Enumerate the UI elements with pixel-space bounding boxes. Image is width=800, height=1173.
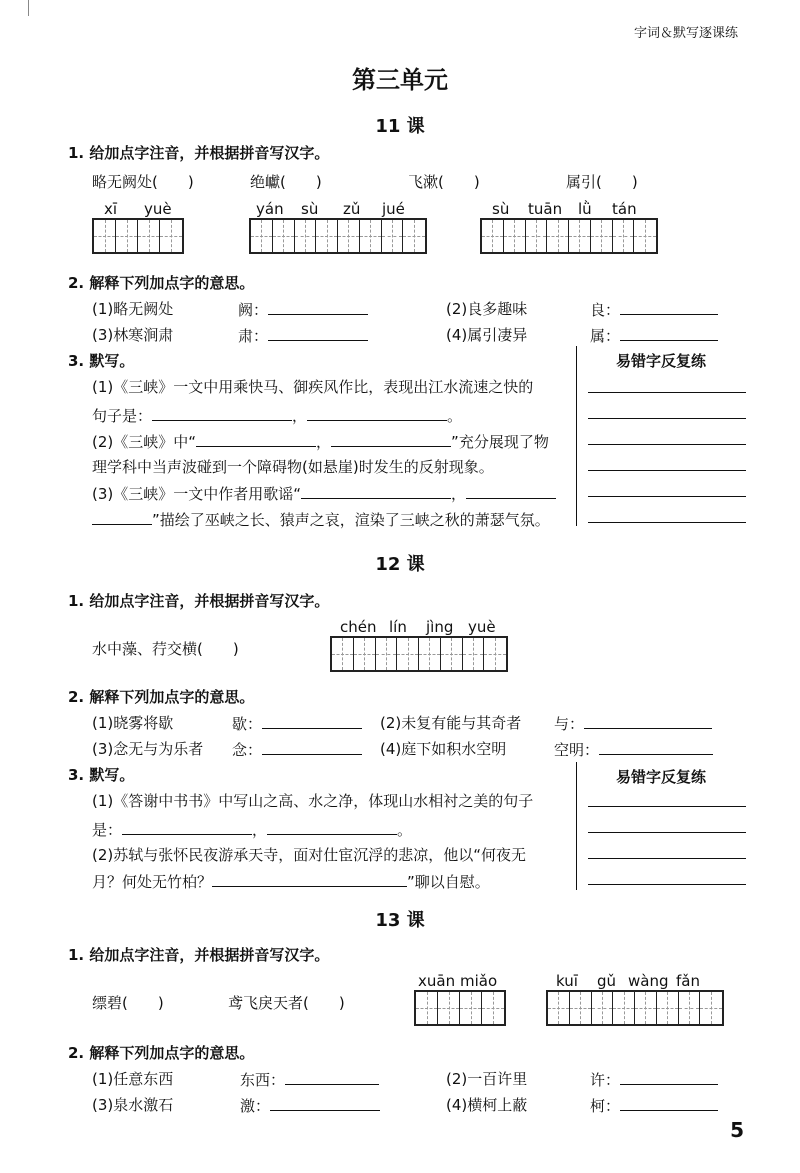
answer-blank[interactable] (267, 818, 397, 835)
review-line[interactable] (588, 444, 746, 445)
writing-grid[interactable] (414, 990, 506, 1026)
review-line[interactable] (588, 884, 746, 885)
writing-grid[interactable] (546, 990, 724, 1026)
item-char: 激： (240, 1097, 271, 1115)
item-num: (2) (446, 1070, 468, 1088)
review-line[interactable] (588, 470, 746, 471)
item-char: 肃： (238, 327, 269, 345)
pinyin: gǔ (597, 972, 617, 990)
answer-blank[interactable] (268, 298, 368, 315)
text: ”聊以自慰。 (407, 873, 490, 891)
pinyin: xī (104, 200, 118, 218)
review-title: 易错字反复练 (616, 768, 707, 786)
answer-blank[interactable] (92, 508, 152, 525)
answer-blank[interactable] (301, 482, 451, 499)
text: ， (316, 433, 332, 451)
text: 是： (92, 821, 123, 839)
l11-q1-label: 1. 给加点字注音，并根据拼音写汉字。 (68, 144, 330, 162)
pinyin: sù (492, 200, 510, 218)
item-num: (3) (92, 740, 114, 758)
page-header: 字词＆默写逐课练 (633, 26, 738, 41)
pinyin: miǎo (460, 972, 498, 990)
answer-blank[interactable] (268, 324, 368, 341)
l13-q2-label: 2. 解释下列加点字的意思。 (68, 1044, 255, 1062)
item-phrase: 属引凄异 (467, 326, 528, 344)
writing-grid[interactable] (92, 218, 184, 254)
l12-q3-label: 3. 默写。 (68, 766, 135, 784)
pinyin: yuè (468, 618, 496, 636)
pinyin: lǜ (578, 200, 592, 218)
answer-blank[interactable] (466, 482, 556, 499)
text: ”描绘了巫峡之长、猿声之哀，渲染了三峡之秋的萧瑟气氛。 (152, 511, 550, 529)
text: 。 (447, 407, 463, 425)
l12-q3-line1: (1)《答谢中书书》中写山之高、水之净，体现山水相衬之美的句子 (92, 792, 534, 810)
item-phrase: 横柯上蔽 (467, 1096, 528, 1114)
answer-blank[interactable] (584, 712, 712, 729)
answer-blank[interactable] (331, 430, 451, 447)
item-phrase: 念无与为乐者 (113, 740, 204, 758)
l11-q1-item1: 略无阙处( ) (92, 173, 194, 191)
answer-blank[interactable] (620, 324, 718, 341)
pinyin: xuān (418, 972, 456, 990)
text: ”充分展现了物 (451, 433, 549, 451)
lesson-12-title: 12 课 (375, 554, 425, 575)
item-num: (2) (446, 300, 468, 318)
answer-blank[interactable] (152, 404, 292, 421)
text: ， (451, 485, 467, 503)
item-phrase: 林寒涧肃 (113, 326, 174, 344)
review-line[interactable] (588, 832, 746, 833)
item-phrase: 一百许里 (467, 1070, 528, 1088)
l12-q1-item: 水中藻、荇交横( ) (92, 640, 239, 658)
review-divider (576, 762, 577, 890)
review-line[interactable] (588, 858, 746, 859)
writing-grid[interactable] (330, 636, 508, 672)
pinyin: jìng (426, 618, 454, 636)
pinyin: wàng (628, 972, 669, 990)
item-num: (4) (446, 1096, 468, 1114)
review-line[interactable] (588, 806, 746, 807)
pinyin: tuān (528, 200, 563, 218)
text: ， (252, 821, 268, 839)
item-num: (1) (92, 300, 114, 318)
lesson-11-title: 11 课 (375, 116, 425, 137)
item-num: (4) (380, 740, 402, 758)
item-char: 东西： (240, 1071, 286, 1089)
item-num: (3) (92, 326, 114, 344)
l13-q1-item1: 缥碧( ) (92, 994, 164, 1012)
item-num: (4) (446, 326, 468, 344)
lesson-13-title: 13 课 (375, 910, 425, 931)
pinyin: sù (301, 200, 319, 218)
review-line[interactable] (588, 392, 746, 393)
pinyin: tán (612, 200, 637, 218)
l12-q3-line3: (2)苏轼与张怀民夜游承天寺，面对仕宦沉浮的悲凉，他以“何夜无 (92, 846, 527, 864)
l11-q3-label: 3. 默写。 (68, 352, 135, 370)
pinyin: fǎn (676, 972, 700, 990)
item-char: 空明： (554, 741, 600, 759)
item-num: (1) (92, 1070, 114, 1088)
item-phrase: 晓雾将歇 (113, 714, 174, 732)
writing-grid[interactable] (249, 218, 427, 254)
text: ， (292, 407, 308, 425)
item-phrase: 良多趣味 (467, 300, 528, 318)
answer-blank[interactable] (285, 1068, 379, 1085)
page-number: 5 (730, 1118, 744, 1142)
item-phrase: 庭下如积水空明 (401, 740, 507, 758)
answer-blank[interactable] (262, 738, 362, 755)
pinyin: kuī (556, 972, 578, 990)
pinyin: lín (389, 618, 407, 636)
l11-q1-item4: 属引( ) (566, 173, 638, 191)
item-char: 与： (554, 715, 585, 733)
review-line[interactable] (588, 522, 746, 523)
item-char: 属： (590, 327, 621, 345)
writing-grid[interactable] (480, 218, 658, 254)
text: 月？何处无竹柏？ (92, 873, 213, 891)
pinyin: yuè (144, 200, 172, 218)
item-phrase: 泉水激石 (113, 1096, 174, 1114)
review-title: 易错字反复练 (616, 352, 707, 370)
l11-q3-line1: (1)《三峡》一文中用乘快马、御疾风作比，表现出江水流速之快的 (92, 378, 534, 396)
review-line[interactable] (588, 496, 746, 497)
item-char: 许： (590, 1071, 621, 1089)
l11-q2-label: 2. 解释下列加点字的意思。 (68, 274, 255, 292)
item-char: 念： (232, 741, 263, 759)
pinyin: jué (382, 200, 405, 218)
l13-q1-item2: 鸢飞戾天者( ) (228, 994, 345, 1012)
answer-blank[interactable] (262, 712, 362, 729)
page-edge-line (28, 0, 29, 16)
pinyin: yán (256, 200, 284, 218)
answer-blank[interactable] (270, 1094, 380, 1111)
text: 句子是： (92, 407, 153, 425)
answer-blank[interactable] (307, 404, 447, 421)
l11-q1-item3: 飞漱( ) (408, 173, 480, 191)
item-num: (2) (380, 714, 402, 732)
pinyin: chén (340, 618, 377, 636)
l11-q3-line4: 理学科中当声波碰到一个障碍物(如悬崖)时发生的反射现象。 (92, 458, 494, 476)
answer-blank[interactable] (620, 1094, 718, 1111)
answer-blank[interactable] (212, 870, 407, 887)
answer-blank[interactable] (620, 1068, 718, 1085)
text: (3)《三峡》一文中作者用歌谣“ (92, 485, 302, 503)
text: 。 (397, 821, 413, 839)
item-char: 良： (590, 301, 621, 319)
pinyin: zǔ (343, 200, 361, 218)
l13-q1-label: 1. 给加点字注音，并根据拼音写汉字。 (68, 946, 330, 964)
answer-blank[interactable] (122, 818, 252, 835)
review-divider (576, 346, 577, 526)
answer-blank[interactable] (620, 298, 718, 315)
item-phrase: 略无阙处 (113, 300, 174, 318)
answer-blank[interactable] (196, 430, 316, 447)
item-phrase: 未复有能与其奇者 (401, 714, 522, 732)
l12-q2-label: 2. 解释下列加点字的意思。 (68, 688, 255, 706)
item-num: (3) (92, 1096, 114, 1114)
item-num: (1) (92, 714, 114, 732)
answer-blank[interactable] (599, 738, 713, 755)
l11-q1-item2: 绝巘( ) (250, 173, 322, 191)
text: (2)《三峡》中“ (92, 433, 197, 451)
item-char: 歇： (232, 715, 263, 733)
item-phrase: 任意东西 (113, 1070, 174, 1088)
review-line[interactable] (588, 418, 746, 419)
l12-q1-label: 1. 给加点字注音，并根据拼音写汉字。 (68, 592, 330, 610)
item-char: 阙： (238, 301, 269, 319)
unit-title: 第三单元 (352, 66, 448, 94)
item-char: 柯： (590, 1097, 621, 1115)
